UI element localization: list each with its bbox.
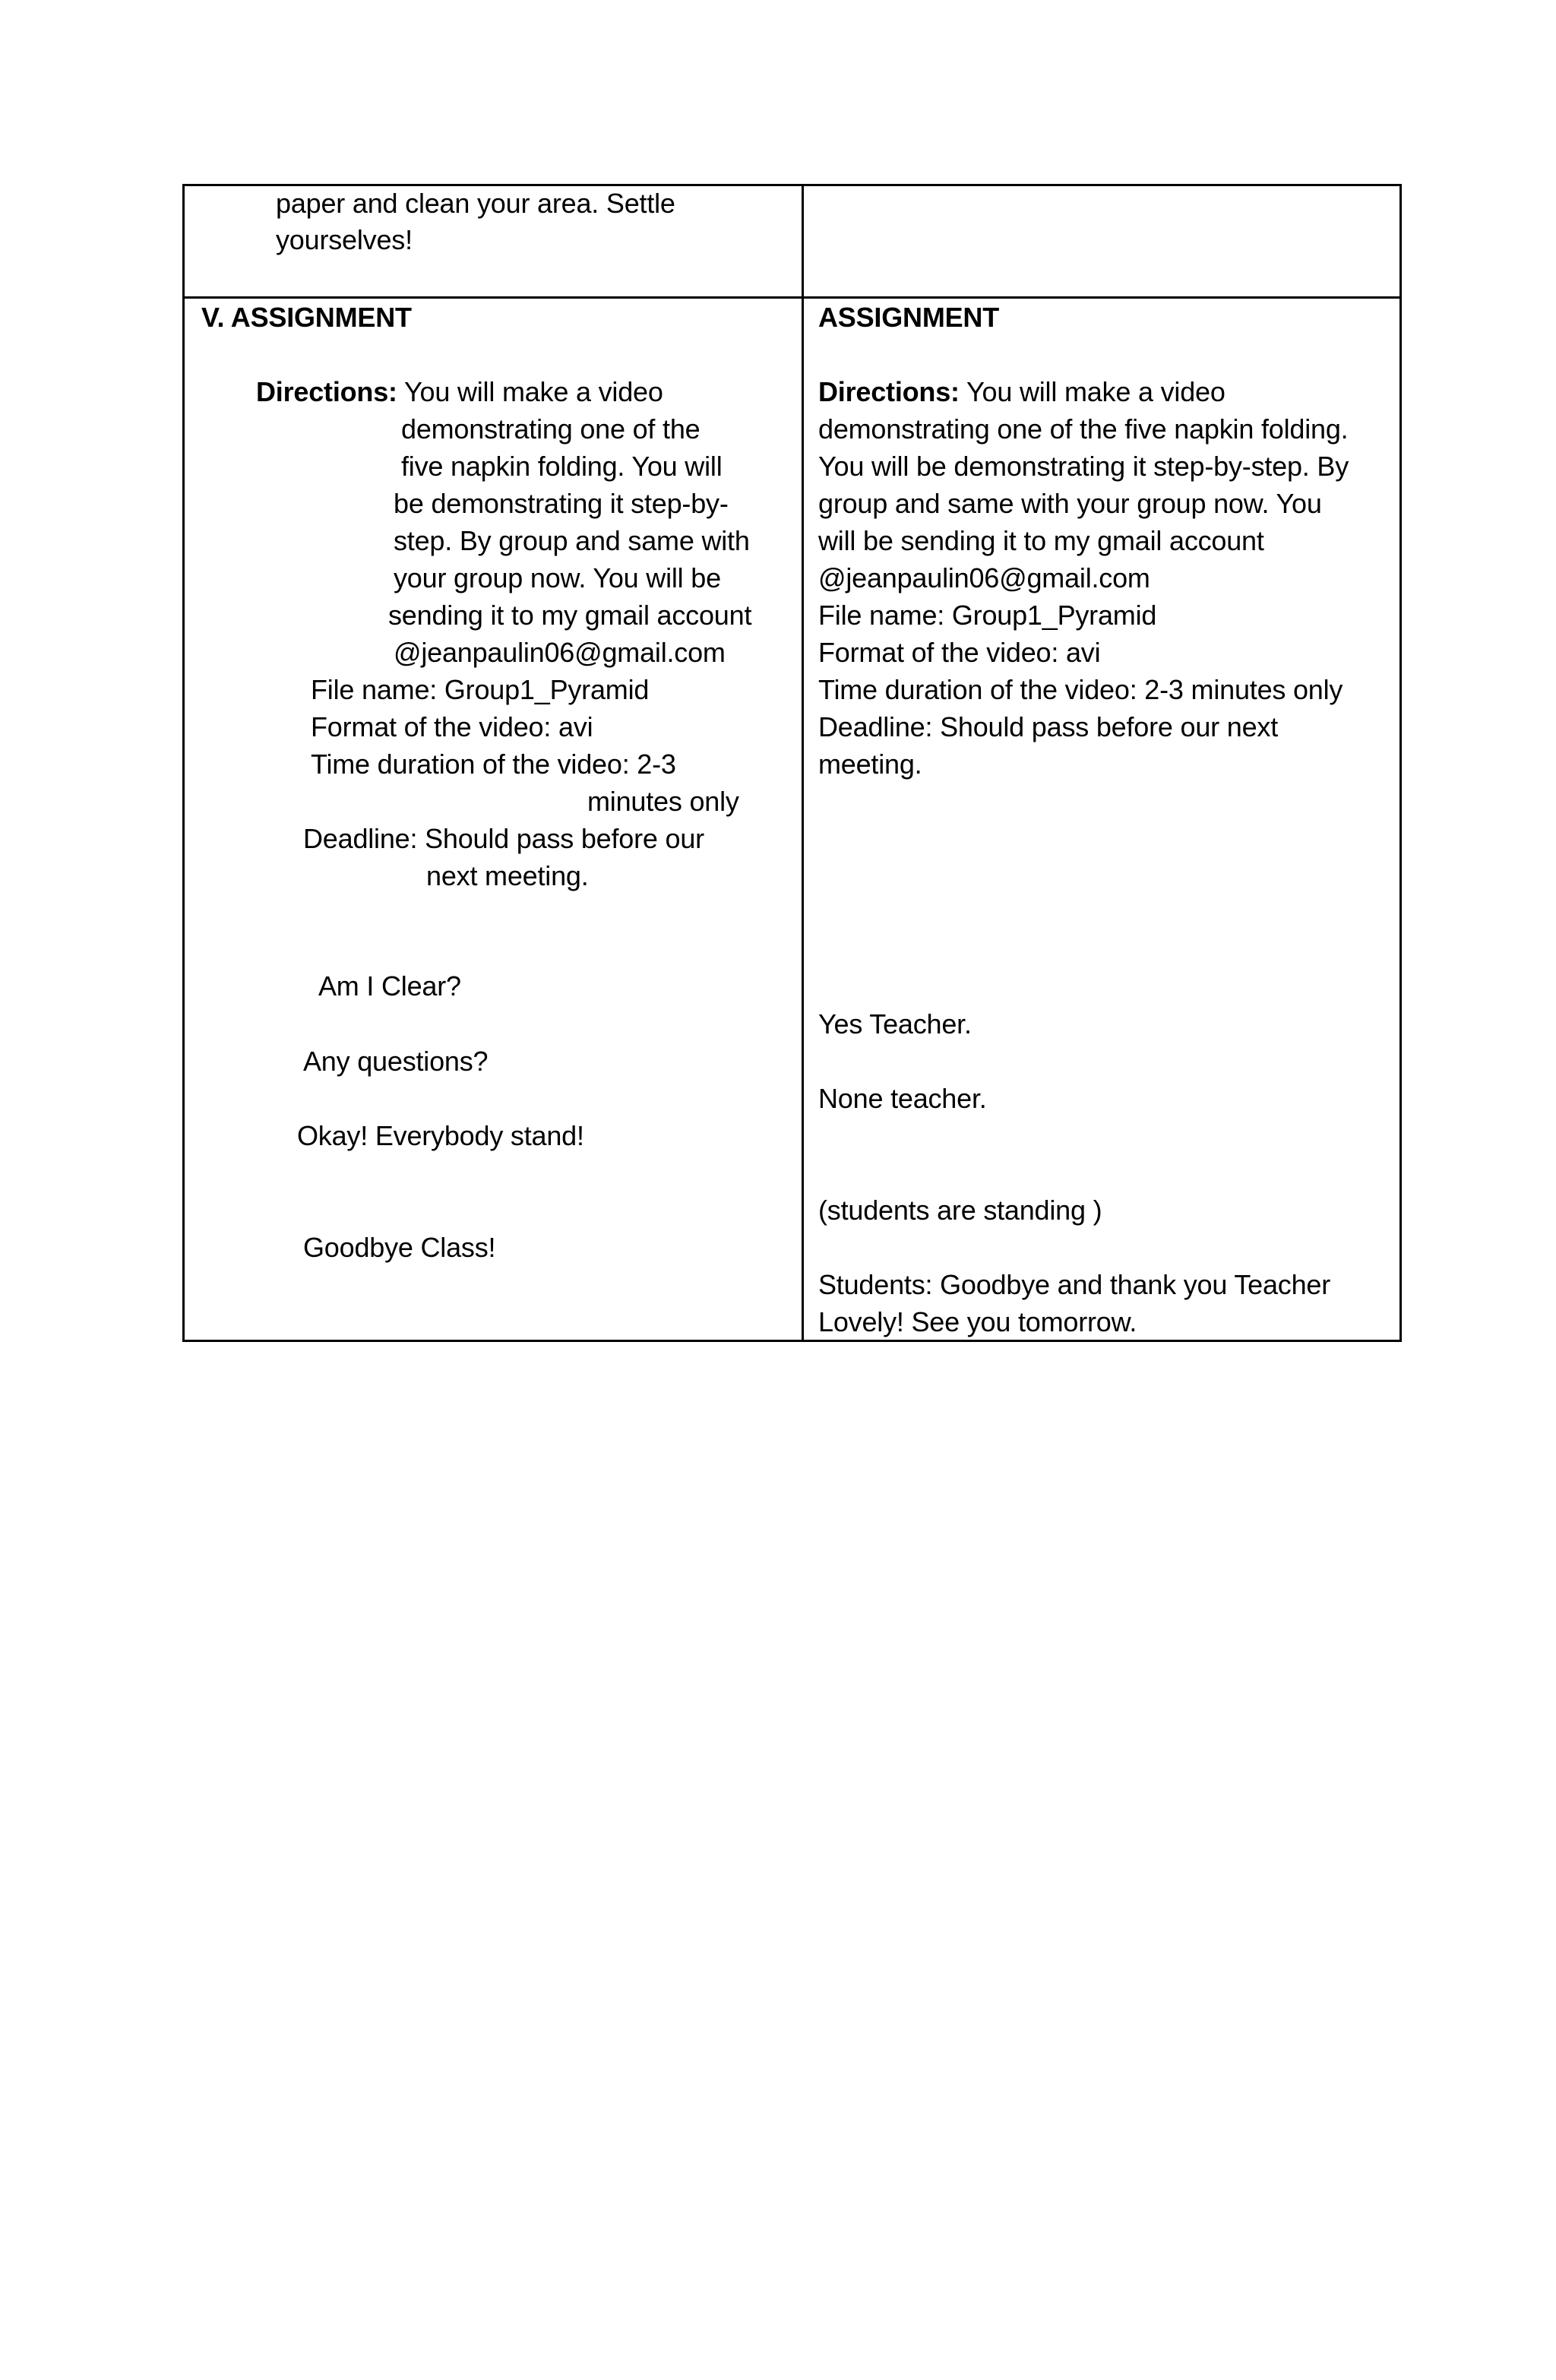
left-format: Format of the video: avi	[311, 711, 593, 742]
right-line: demonstrating one of the five napkin folding.	[818, 413, 1349, 445]
left-deadline: Deadline: Should pass before our	[303, 823, 704, 854]
right-dialogue-goodbye: Students: Goodbye and thank you Teacher	[818, 1269, 1331, 1300]
lesson-plan-table	[182, 184, 1402, 1342]
right-line: group and same with your group now. You	[818, 488, 1322, 519]
right-line: meeting.	[818, 748, 922, 780]
right-directions-label: Directions:	[818, 376, 960, 407]
row-divider	[185, 296, 1399, 299]
column-divider	[802, 186, 804, 1340]
left-directions-line: @jeanpaulin06@gmail.com	[394, 637, 726, 668]
right-directions-text: You will make a video	[966, 376, 1226, 407]
top-left-line-1: paper and clean your area. Settle	[276, 188, 675, 219]
right-line: Deadline: Should pass before our next	[818, 711, 1279, 742]
left-directions-label: Directions:	[256, 376, 397, 407]
right-dialogue-goodbye-cont: Lovely! See you tomorrow.	[818, 1306, 1137, 1337]
left-directions-first-line	[256, 375, 663, 410]
right-line: You will be demonstrating it step-by-step. By	[818, 451, 1349, 482]
left-time-duration: Time duration of the video: 2-3	[311, 748, 676, 780]
left-dialogue-stand: Okay! Everybody stand!	[297, 1120, 584, 1151]
left-directions-text: You will make a video	[404, 376, 663, 407]
left-directions-line: be demonstrating it step-by-	[394, 488, 729, 519]
right-directions-first-line	[818, 375, 1226, 410]
right-line: Time duration of the video: 2-3 minutes only	[818, 674, 1343, 705]
left-deadline-cont: next meeting.	[426, 860, 589, 891]
right-line: File name: Group1_Pyramid	[818, 600, 1157, 631]
right-dialogue-none: None teacher.	[818, 1083, 987, 1114]
left-dialogue-clear: Am I Clear?	[318, 970, 461, 1002]
left-directions-line: step. By group and same with	[394, 525, 750, 556]
right-dialogue-standing: (students are standing )	[818, 1195, 1102, 1226]
right-line: Format of the video: avi	[818, 637, 1101, 668]
right-dialogue-yes: Yes Teacher.	[818, 1008, 972, 1040]
left-directions-line: your group now. You will be	[394, 562, 721, 593]
left-dialogue-goodbye: Goodbye Class!	[303, 1232, 496, 1263]
top-left-line-2: yourselves!	[276, 224, 413, 255]
left-time-duration-cont: minutes only	[587, 786, 739, 817]
right-line: @jeanpaulin06@gmail.com	[818, 562, 1150, 593]
right-line: will be sending it to my gmail account	[818, 525, 1264, 556]
left-directions-line: demonstrating one of the	[401, 413, 701, 445]
left-directions-line: sending it to my gmail account	[388, 600, 752, 631]
left-assignment-heading: V. ASSIGNMENT	[201, 302, 412, 333]
right-assignment-heading: ASSIGNMENT	[818, 302, 1000, 333]
left-dialogue-questions: Any questions?	[303, 1046, 489, 1077]
left-directions-line: five napkin folding. You will	[401, 451, 723, 482]
left-file-name: File name: Group1_Pyramid	[311, 674, 650, 705]
